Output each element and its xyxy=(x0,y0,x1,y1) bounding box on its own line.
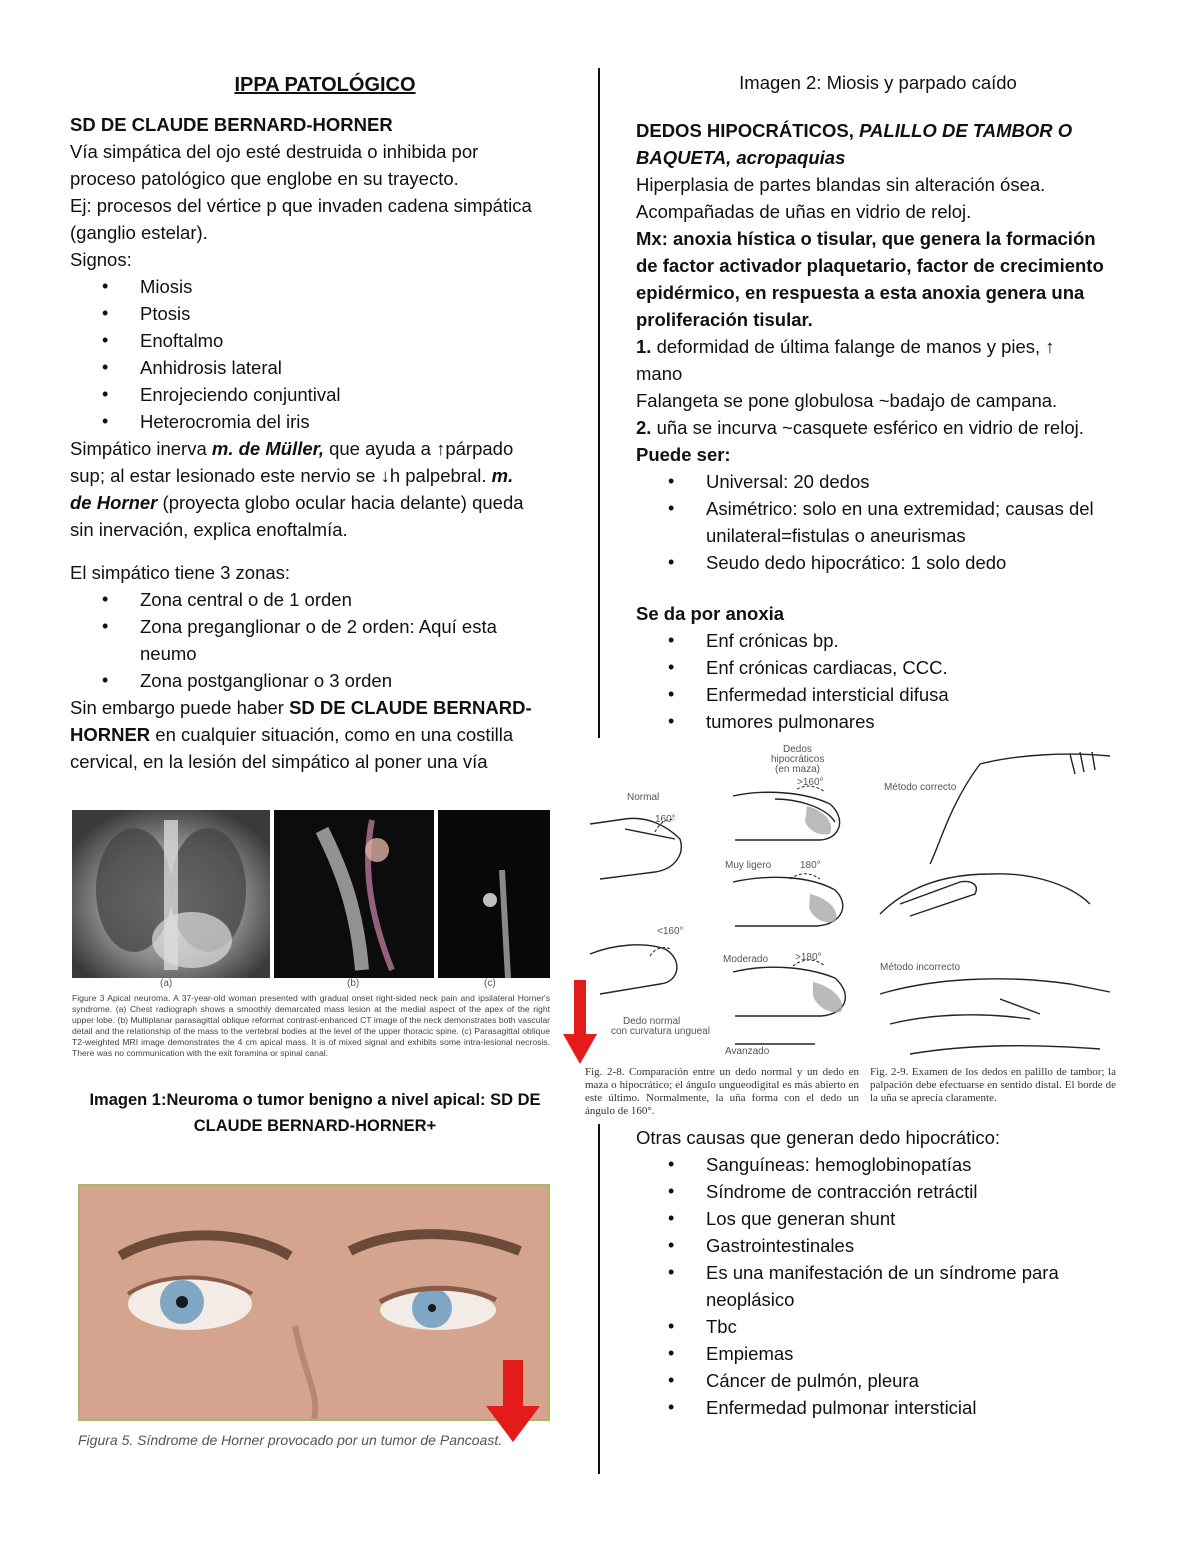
label-avanzado: Avanzado xyxy=(725,1046,770,1057)
label-curvatura: con curvatura ungueal xyxy=(611,1026,710,1037)
horner-situation-paragraph: cervical, en la lesión del simpático al poner una vía xyxy=(70,751,488,772)
text-line: Hiperplasia de partes blandas sin alteración ósea. xyxy=(636,174,1046,195)
figure-2-9-caption: Fig. 2-9. Examen de los dedos en palillo de tambor; la palpación debe efectuarse en sentido distal. El borde de la uña se aprecia claramente. xyxy=(870,1066,1116,1104)
signs-label: Signos: xyxy=(70,249,132,270)
list-item: • Empiemas xyxy=(636,1340,1136,1367)
label-muy-ligero: Muy ligero xyxy=(725,860,772,871)
figure-label-c: (c) xyxy=(484,978,496,989)
muller-paragraph: Simpático inerva m. de Müller, que ayuda a ↑párpado xyxy=(70,438,514,459)
figure-2-9 xyxy=(870,744,1120,1104)
label-gt160: >160° xyxy=(797,777,824,788)
list-item: • Asimétrico: solo en una extremidad; causas del unilateral=fistulas o aneurismas xyxy=(636,495,1136,549)
other-causes-label: Otras causas que generan dedo hipocrático: xyxy=(636,1127,1001,1148)
label-metodo-incorrecto: Método incorrecto xyxy=(880,962,961,973)
mri-image xyxy=(438,810,550,978)
right-column xyxy=(636,117,1136,735)
left-column xyxy=(70,72,580,775)
list-item: • Síndrome de contracción retráctil xyxy=(636,1178,1136,1205)
mechanism-line: proliferación tisular. xyxy=(636,309,813,330)
figure-label-b: (b) xyxy=(347,978,360,989)
list-item: • Ptosis xyxy=(70,300,580,327)
page-title: IPPA PATOLÓGICO xyxy=(234,74,416,96)
intro-line: Ej: procesos del vértice p que invaden cadena simpática xyxy=(70,195,532,216)
down-arrow-icon xyxy=(563,980,597,1066)
list-item: • Los que generan shunt xyxy=(636,1205,1136,1232)
muller-paragraph: de Horner (proyecta globo ocular hacia delante) queda xyxy=(70,492,524,513)
list-item: • Heterocromia del iris xyxy=(70,408,580,435)
label-lt160: <160° xyxy=(657,926,684,937)
list-item: • Cáncer de pulmón, pleura xyxy=(636,1367,1136,1394)
text-line: Falangeta se pone globulosa ~badajo de campana. xyxy=(636,390,1058,411)
text-line: Acompañadas de uñas en vidrio de reloj. xyxy=(636,201,972,222)
types-list xyxy=(636,468,1136,576)
intro-line: Vía simpática del ojo esté destruida o inhibida por xyxy=(70,141,479,162)
text-line: 1. deformidad de última falange de manos y pies, ↑ xyxy=(636,336,1055,357)
label-dedos: Dedos xyxy=(783,744,812,755)
figure-3 xyxy=(72,810,550,1072)
image-2-caption: Imagen 2: Miosis y parpado caído xyxy=(739,72,1017,93)
column-divider-bottom xyxy=(598,1124,600,1474)
column-divider-top xyxy=(598,68,600,738)
label-dedo-normal: Dedo normal xyxy=(623,1016,681,1027)
list-item: • Universal: 20 dedos xyxy=(636,468,1136,495)
list-item: • Anhidrosis lateral xyxy=(70,354,580,381)
list-item: • Zona postganglionar o 3 orden xyxy=(70,667,580,694)
muller-paragraph: sin inervación, explica enoftalmía. xyxy=(70,519,348,540)
anoxia-label: Se da por anoxia xyxy=(636,603,785,624)
eyes-illustration xyxy=(80,1186,548,1419)
label-normal: Normal xyxy=(627,792,660,803)
signs-list xyxy=(70,273,580,435)
label-moderado: Moderado xyxy=(723,954,769,965)
puede-ser-label: Puede ser: xyxy=(636,444,731,465)
list-item: • Enf crónicas cardiacas, CCC. xyxy=(636,654,1136,681)
intro-line: proceso patológico que englobe en su trayecto. xyxy=(70,168,459,189)
other-causes-list xyxy=(636,1151,1136,1421)
text-line: 2. uña se incurva ~casquete esférico en vidrio de reloj. xyxy=(636,417,1084,438)
figure-3-caption: Figure 3 Apical neuroma. A 37-year-old woman presented with gradual onset right-sided neck pain and ipsilateral Horner's syndrome. (a) Chest radiograph shows a smoothly demarcated mass lesion at the medial aspect of the apex of the right upper lobe. (b) Multiplanar parasagittal oblique reformat contrast-enhanced CT image of the neck demonstrates both vascular detail and the relationship of the mass to the vertebral bodies at the level of the upper thoracic spine. (c) Parasagittal oblique T2-weighted MRI image demonstrates the 4 cm apical mass. It is of mixed signal and exhibits some intra-lesional necrosis. There was no communication with the exit foramina or spinal canal. xyxy=(72,993,550,1058)
muller-paragraph: sup; al estar lesionado este nervio se ↓h palpebral. m. xyxy=(70,465,514,486)
mechanism-line: epidérmico, en respuesta a esta anoxia genera una xyxy=(636,282,1085,303)
intro-line: (ganglio estelar). xyxy=(70,222,208,243)
list-item: • Miosis xyxy=(70,273,580,300)
figure-2-8 xyxy=(585,744,865,1117)
mechanism-line: Mx: anoxia hística o tisular, que genera la formación xyxy=(636,228,1096,249)
label-hipocraticos: hipocráticos xyxy=(771,754,825,765)
list-item: • Enfermedad intersticial difusa xyxy=(636,681,1136,708)
list-item: • Tbc xyxy=(636,1313,1136,1340)
figure-5-caption: Figura 5. Síndrome de Horner provocado por un tumor de Pancoast. xyxy=(78,1432,503,1448)
figure-2-8-caption: Fig. 2-8. Comparación entre un dedo normal y un dedo en maza o hipocrático; el ángulo ungueodigital es más abierto en este último. Normalmente, la uña forma con el dedo un ángulo de 160°. xyxy=(585,1066,859,1117)
list-item: • Es una manifestación de un síndrome para neoplásico xyxy=(636,1259,1136,1313)
list-item: • tumores pulmonares xyxy=(636,708,1136,735)
label-180: 180° xyxy=(800,860,821,871)
down-arrow-icon xyxy=(486,1360,542,1444)
list-item: • Enrojeciendo conjuntival xyxy=(70,381,580,408)
list-item: • Seudo dedo hipocrático: 1 solo dedo xyxy=(636,549,1136,576)
label-metodo-correcto: Método correcto xyxy=(884,782,957,793)
mechanism-line: de factor activador plaquetario, factor de crecimiento xyxy=(636,255,1104,276)
list-item: • Gastrointestinales xyxy=(636,1232,1136,1259)
zones-label: El simpático tiene 3 zonas: xyxy=(70,562,291,583)
list-item: • Zona preganglionar o de 2 orden: Aquí esta neumo xyxy=(70,613,580,667)
list-item: • Enf crónicas bp. xyxy=(636,627,1136,654)
list-item: • Zona central o de 1 orden xyxy=(70,586,580,613)
label-160: 160° xyxy=(655,814,676,825)
clubbing-heading: DEDOS HIPOCRÁTICOS, PALILLO DE TAMBOR O xyxy=(636,120,1073,141)
figure-label-a: (a) xyxy=(160,978,173,989)
text-line: mano xyxy=(636,363,683,384)
horner-eye-photo xyxy=(78,1184,550,1421)
anoxia-list xyxy=(636,627,1136,735)
other-causes-section xyxy=(636,1124,1136,1421)
clubbing-heading: BAQUETA, acropaquias xyxy=(636,147,846,168)
horner-situation-paragraph: Sin embargo puede haber SD DE CLAUDE BERNARD- xyxy=(70,697,532,718)
list-item: • Enoftalmo xyxy=(70,327,580,354)
label-en-maza: (en maza) xyxy=(775,764,821,775)
figure-3-images xyxy=(72,810,550,980)
list-item: • Enfermedad pulmonar intersticial xyxy=(636,1394,1136,1421)
list-item: • Sanguíneas: hemoglobinopatías xyxy=(636,1151,1136,1178)
horner-situation-paragraph: HORNER en cualquier situación, como en una costilla xyxy=(70,724,514,745)
zones-list xyxy=(70,586,580,694)
image-1-caption: Imagen 1:Neuroma o tumor benigno a nivel apical: SD DE CLAUDE BERNARD-HORNER+ xyxy=(89,1091,541,1135)
label-gt180: >180° xyxy=(795,952,822,963)
horner-heading: SD DE CLAUDE BERNARD-HORNER xyxy=(70,114,393,135)
